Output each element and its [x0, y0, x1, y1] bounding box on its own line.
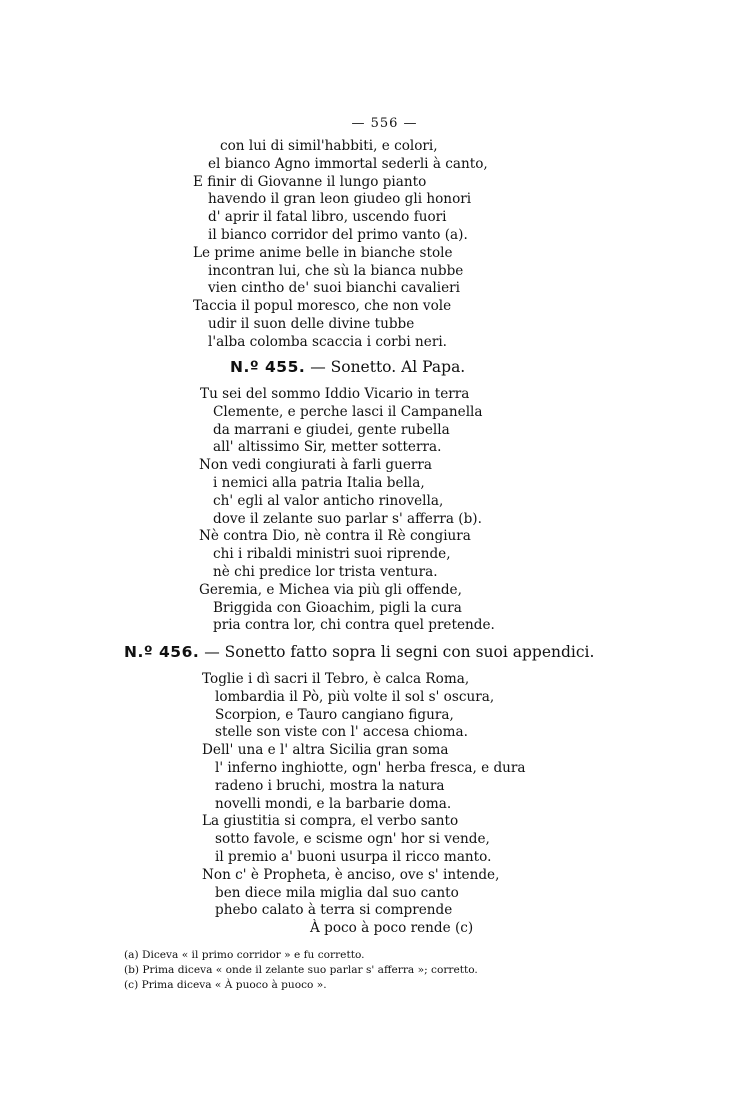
verse-line: el bianco Agno immortal sederli à canto,	[208, 155, 488, 172]
verse-line: ch' egli al valor anticho rinovella,	[213, 492, 444, 509]
verse-line: phebo calato à terra si comprende	[215, 902, 453, 919]
verse-line: Toglie i dì sacri il Tebro, è calca Roma,	[202, 671, 470, 687]
verse-line: Taccia il popul moresco, che non vole	[193, 298, 452, 315]
verse-line: Non vedi congiurati à farli guerra	[199, 457, 433, 474]
verse-line: l'alba colomba scaccia i corbi neri.	[208, 333, 448, 350]
verse-line: E finir di Giovanne il lungo pianto	[193, 173, 427, 190]
verse-line: Non c' è Propheta, è anciso, ove s' intende,	[202, 866, 500, 883]
sonnet-number: N.º 456.	[124, 643, 200, 661]
sonnet-456-heading	[124, 643, 594, 661]
verse-line: radeno i bruchi, mostra la natura	[215, 777, 445, 794]
sonnet-number: N.º 455.	[230, 358, 306, 376]
verse-line: chi i ribaldi ministri suoi riprende,	[213, 546, 451, 563]
verse-line: l' inferno inghiotte, ogn' herba fresca, e dura	[215, 759, 526, 776]
verse-line: incontran lui, che sù la bianca nubbe	[208, 262, 464, 279]
sonnet-455	[0, 386, 495, 635]
verse-line: Clemente, e perche lasci il Campanella	[213, 403, 483, 420]
footnotes	[124, 948, 478, 993]
verse-line: stelle son viste con l' accesa chioma.	[215, 724, 468, 741]
verse-line: ben diece mila miglia dal suo canto	[215, 884, 459, 901]
footnote: (b) Prima diceva « onde il zelante suo parlar s' afferra »; corretto.	[124, 964, 478, 976]
verse-line: il premio a' buoni usurpa il ricco manto.	[215, 848, 492, 865]
verse-line: d' aprir il fatal libro, uscendo fuori	[208, 209, 447, 226]
sonnet-455-heading	[230, 358, 465, 376]
verse-line: Briggida con Gioachim, pigli la cura	[213, 599, 462, 616]
verse-line: novelli mondi, e la barbarie doma.	[215, 795, 452, 812]
continued-sonnet	[0, 138, 488, 352]
verse-line: La giustitia si compra, el verbo santo	[202, 813, 459, 830]
footnote: (a) Diceva « il primo corridor » e fu corretto.	[124, 949, 365, 961]
verse-line: Nè contra Dio, nè contra il Rè congiura	[199, 528, 471, 545]
sonnet-title: — Sonetto. Al Papa.	[310, 358, 466, 376]
verse-line: Scorpion, e Tauro cangiano figura,	[215, 706, 454, 723]
verse-line: da marrani e giudei, gente rubella	[213, 421, 450, 438]
verse-line: À poco à poco rende (c)	[310, 920, 474, 937]
verse-line: dove il zelante suo parlar s' afferra (b).	[213, 510, 482, 527]
verse-line: udir il suon delle divine tubbe	[208, 315, 415, 332]
verse-line: lombardia il Pò, più volte il sol s' oscura,	[215, 688, 495, 705]
verse-line: Dell' una e l' altra Sicilia gran soma	[202, 742, 449, 759]
verse-line: con lui di simil'habbiti, e colori,	[220, 138, 438, 154]
sonnet-456	[0, 671, 526, 938]
verse-line: i nemici alla patria Italia bella,	[213, 474, 425, 491]
verse-line: pria contra lor, chi contra quel pretende.	[213, 617, 495, 634]
verse-line: nè chi predice lor trista ventura.	[213, 563, 438, 580]
verse-line: vien cintho de' suoi bianchi cavalieri	[208, 280, 461, 297]
sonnet-title: — Sonetto fatto sopra li segni con suoi appendici.	[204, 643, 595, 661]
verse-line: havendo il gran leon giudeo gli honori	[208, 191, 472, 208]
verse-line: Tu sei del sommo Iddio Vicario in terra	[200, 386, 470, 402]
page-number: — 556 —	[351, 116, 418, 131]
footnote: (c) Prima diceva « À puoco à puoco ».	[124, 979, 327, 991]
verse-line: sotto favole, e scisme ogn' hor si vende,	[215, 831, 490, 848]
verse-line: il bianco corridor del primo vanto (a).	[208, 226, 468, 243]
verse-line: Le prime anime belle in bianche stole	[193, 244, 453, 261]
verse-line: Geremia, e Michea via più gli offende,	[199, 581, 462, 598]
verse-line: all' altissimo Sir, metter sotterra.	[213, 439, 442, 456]
